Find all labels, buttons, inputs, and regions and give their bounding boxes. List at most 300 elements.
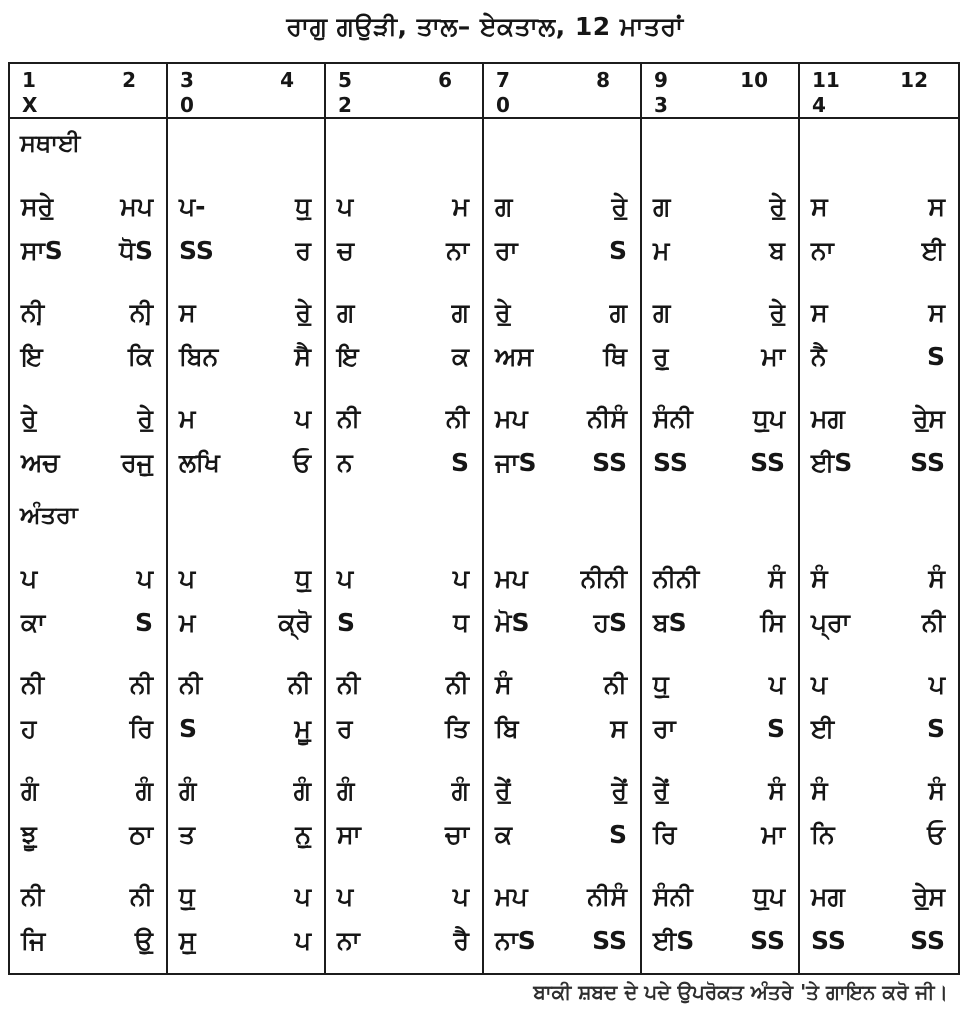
notation-row [642, 549, 798, 655]
note-line [10, 563, 166, 607]
lyric-cell: ਬ [769, 236, 785, 265]
notation-row [326, 177, 482, 283]
notation-row [642, 867, 798, 973]
note-line [800, 403, 958, 447]
beat-group [642, 64, 800, 973]
lyric-cell: S [179, 714, 198, 743]
note-cell: ਮਪ [495, 404, 528, 433]
note-cell: ਰੇਂ̲ [653, 776, 669, 805]
note-cell: ਨੀ [287, 670, 311, 699]
beat-number-line [812, 68, 928, 93]
lyric-line [484, 607, 640, 651]
section-label: ਅੰਤਰਾ [20, 501, 78, 529]
notation-row [642, 177, 798, 283]
note-line [642, 191, 798, 235]
lyric-line [168, 607, 324, 651]
lyric-line [10, 819, 166, 863]
note-cell: ਰੇਂ̲ [495, 776, 511, 805]
note-line [168, 297, 324, 341]
lyric-cell: SS [811, 926, 846, 955]
section-label [168, 495, 324, 549]
notation-row [326, 283, 482, 389]
note-cell: ਮਪ [120, 192, 153, 221]
lyric-cell: SS [750, 926, 785, 955]
lyric-cell: ਨੁ̲ [295, 820, 311, 849]
lyric-cell: SS [750, 448, 785, 477]
note-line [10, 403, 166, 447]
note-line [484, 669, 640, 713]
note-cell: ਧੁ̲ [179, 882, 195, 911]
note-line [642, 403, 798, 447]
note-cell: ਗੰ [337, 776, 355, 805]
note-cell: ਨੀਸੰ [587, 404, 627, 433]
lyric-line [168, 713, 324, 757]
lyric-line [10, 925, 166, 969]
section-label [326, 123, 482, 177]
beat-number-right: 10 [740, 68, 768, 92]
lyric-cell: ਮਾ [761, 342, 785, 371]
lyric-cell: ਈS [653, 926, 695, 955]
note-cell: ਨੀਨੀ [580, 564, 627, 593]
lyric-cell: S [450, 448, 469, 477]
lyric-line [10, 713, 166, 757]
note-cell: ਪ [21, 564, 38, 593]
section-label: ਸਥਾਈ [20, 129, 81, 157]
notation-row [642, 655, 798, 761]
lyric-line [326, 819, 482, 863]
lyric-cell: ਪ [294, 926, 311, 955]
note-line [800, 191, 958, 235]
note-cell: ਗ [653, 192, 671, 221]
lyric-cell: ਮਾ [761, 820, 785, 849]
note-cell: ਸੰ [928, 776, 945, 805]
lyric-cell: ਸੁ̲ [179, 926, 196, 955]
note-cell: ਮਪ [495, 882, 528, 911]
lyric-cell: ਬਿਨ [179, 342, 219, 371]
lyric-cell: ਸ [610, 714, 627, 743]
note-line [484, 191, 640, 235]
notation-row [10, 389, 166, 495]
notation-row [168, 761, 324, 867]
lyric-cell: ਮ [653, 236, 670, 265]
notation-row [800, 389, 958, 495]
lyric-cell: S [608, 820, 627, 849]
lyric-cell: ਰੁ̲ [653, 342, 669, 371]
beat-number-left: 5 [338, 68, 352, 92]
beat-number-line [22, 68, 136, 93]
note-cell: ਗੰ [293, 776, 311, 805]
note-line [10, 297, 166, 341]
note-cell: ਨੀ [129, 882, 153, 911]
note-cell: ਪ [179, 564, 196, 593]
lyric-cell: ਨ [337, 448, 353, 477]
lyric-line [168, 341, 324, 385]
beat-group [10, 64, 168, 973]
note-line [642, 669, 798, 713]
lyric-cell: SS [592, 926, 627, 955]
lyric-cell: ਓ [293, 448, 311, 477]
section-label [800, 123, 958, 177]
note-cell: ਰੇ̲ਸ [912, 404, 945, 433]
notation-row [800, 549, 958, 655]
lyric-cell: ਰ [337, 714, 353, 743]
note-cell: ਸ [928, 298, 945, 327]
lyric-cell: S [766, 714, 785, 743]
notation-row [642, 761, 798, 867]
note-line [168, 563, 324, 607]
beat-number-left: 7 [496, 68, 510, 92]
note-cell: ਸ [811, 298, 828, 327]
lyric-cell: ਕ [495, 820, 513, 849]
lyric-cell: ਸਿ [760, 608, 785, 637]
note-cell: ਰੇਂ̲ [611, 776, 627, 805]
lyric-cell: ਬਿ [495, 714, 519, 743]
lyric-cell: ਰਾ [495, 236, 518, 265]
beat-group-body [10, 119, 166, 973]
note-line [10, 669, 166, 713]
note-cell: ਧੁ̲ਪ [753, 404, 785, 433]
note-cell: ਸੰ [811, 564, 828, 593]
note-line [326, 881, 482, 925]
lyric-line [484, 447, 640, 491]
note-cell: ਮਪ [495, 564, 528, 593]
note-cell: ਪ [337, 882, 354, 911]
note-cell: ਸੰ [768, 776, 785, 805]
note-cell: ਨੀ̣ [129, 298, 153, 327]
notation-row [326, 549, 482, 655]
note-cell: ਪ- [179, 192, 206, 221]
note-cell: ਮ [452, 192, 469, 221]
beat-group-header [484, 64, 640, 119]
note-cell: ਰੇ̲ [137, 404, 153, 433]
lyric-cell: ਝੂ̲ [21, 820, 37, 849]
lyric-cell: ਕਿ [127, 342, 153, 371]
notation-row [800, 177, 958, 283]
beat-group [168, 64, 326, 973]
lyric-cell: ਮੋS [495, 608, 530, 637]
lyric-cell: ਪ੍ਰਾ [811, 608, 850, 637]
lyric-cell: ਤ [179, 820, 196, 849]
note-cell: ਪ [811, 670, 828, 699]
notation-row [800, 761, 958, 867]
lyric-cell: ਸੈ [294, 342, 311, 371]
notation-row [484, 655, 640, 761]
note-cell: ਸੰ [811, 776, 828, 805]
note-cell: ਨੀਸੰ [587, 882, 627, 911]
beat-group [484, 64, 642, 973]
lyric-cell: ਈ [811, 714, 835, 743]
note-cell: ਰੇ̲ [769, 192, 785, 221]
note-line [326, 297, 482, 341]
taal-mark: 3 [654, 93, 668, 117]
lyric-cell: S [926, 342, 945, 371]
note-line [10, 775, 166, 819]
lyric-cell: ਰਜੁ̲ [121, 448, 153, 477]
note-line [642, 297, 798, 341]
lyric-cell: ਜਾS [495, 448, 537, 477]
lyric-cell: ਮੂ̲ [294, 714, 311, 743]
lyric-line [10, 341, 166, 385]
notation-row [10, 655, 166, 761]
note-line [326, 191, 482, 235]
note-line [10, 191, 166, 235]
lyric-line [168, 925, 324, 969]
note-cell: ਰੇ̲ [21, 404, 37, 433]
lyric-line [326, 447, 482, 491]
lyric-cell: ਨਾ [811, 236, 834, 265]
lyric-line [800, 925, 958, 969]
lyric-cell: ਬS [653, 608, 687, 637]
lyric-cell: ਕ [451, 342, 469, 371]
note-cell: ਨੀਨੀ [653, 564, 700, 593]
note-cell: ਪ [136, 564, 153, 593]
notation-row [484, 283, 640, 389]
taal-mark: 4 [812, 93, 826, 117]
note-cell: ਰੇ̲ [769, 298, 785, 327]
notation-row [10, 177, 166, 283]
lyric-line [10, 235, 166, 279]
note-line [800, 881, 958, 925]
lyric-cell: ਇ [21, 342, 43, 371]
lyric-cell: ਜਿ [21, 926, 46, 955]
note-line [168, 403, 324, 447]
note-cell: ਨੀ [337, 670, 361, 699]
lyric-line [10, 447, 166, 491]
beat-group-header [168, 64, 324, 119]
lyric-cell: ਨਾ [337, 926, 360, 955]
lyric-line [642, 235, 798, 279]
note-line [168, 669, 324, 713]
note-cell: ਸੰ [495, 670, 512, 699]
notation-row [326, 389, 482, 495]
lyric-cell: ਚਾ [444, 820, 469, 849]
taal-mark: 0 [180, 93, 194, 117]
lyric-cell: ਨਾS [495, 926, 536, 955]
note-cell: ਸੰ [928, 564, 945, 593]
beat-group-header [800, 64, 958, 119]
lyric-cell: ਥਿ [603, 342, 627, 371]
beat-number-line [496, 68, 610, 93]
notation-row [10, 283, 166, 389]
note-line [484, 403, 640, 447]
lyric-line [800, 713, 958, 757]
lyric-cell: S [134, 608, 153, 637]
note-cell: ਰੇ̲ [295, 298, 311, 327]
page-title: ਰਾਗੁ ਗਉੜੀ, ਤਾਲ– ਏਕਤਾਲ, 12 ਮਾਤਰਾਂ [286, 12, 684, 41]
note-cell: ਸਰੇ̲ [21, 192, 54, 221]
beat-number-left: 9 [654, 68, 668, 92]
beat-group-header [10, 64, 166, 119]
note-cell: ਨੀ [179, 670, 203, 699]
lyric-cell: ਨਿ [811, 820, 835, 849]
note-cell: ਰੇ̲ [611, 192, 627, 221]
note-line [800, 563, 958, 607]
lyric-cell: ਧੋS [119, 236, 153, 265]
note-cell: ਪ [928, 670, 945, 699]
beat-number-right: 6 [438, 68, 452, 92]
lyric-cell: ਨੈ [811, 342, 827, 371]
note-cell: ਸ [179, 298, 196, 327]
section-label [800, 495, 958, 549]
note-line [642, 881, 798, 925]
beat-group-header [326, 64, 482, 119]
lyric-cell: ਸਾ [337, 820, 361, 849]
note-line [484, 775, 640, 819]
beat-number-line [180, 68, 294, 93]
lyric-cell: ਅਸ [495, 342, 534, 371]
lyric-cell: ਉ̲ [134, 926, 153, 955]
lyric-cell: ਮ [179, 608, 196, 637]
lyric-cell: ਰਿ [653, 820, 677, 849]
note-cell: ਨੀ [445, 404, 469, 433]
lyric-line [484, 341, 640, 385]
lyric-line [168, 447, 324, 491]
note-cell: ਗ [495, 192, 513, 221]
lyric-line [326, 713, 482, 757]
score-table [8, 62, 960, 975]
note-line [484, 297, 640, 341]
lyric-line [642, 713, 798, 757]
lyric-cell: ਕਾ [21, 608, 46, 637]
lyric-line [642, 819, 798, 863]
note-cell: ਰੇ̲ [495, 298, 511, 327]
notation-row [168, 177, 324, 283]
beat-number-left: 11 [812, 68, 840, 92]
taal-mark: X [22, 93, 38, 117]
note-cell: ਸੰ [768, 564, 785, 593]
lyric-cell: ਕ੍ਰੋ [278, 608, 311, 637]
section-label [484, 123, 640, 177]
note-cell: ਪ [452, 882, 469, 911]
notation-row [484, 867, 640, 973]
note-cell: ਧੁ̲ [295, 192, 311, 221]
taal-mark: 0 [496, 93, 510, 117]
notation-row [642, 389, 798, 495]
note-cell: ਗੰ [179, 776, 197, 805]
lyric-cell: ਹS [593, 608, 627, 637]
footer-note: ਬਾਕੀ ਸ਼ਬਦ ਦੇ ਪਦੇ ਉਪਰੋਕਤ ਅੰਤਰੇ 'ਤੇ ਗਾਇਨ ਕਰੋ ਜੀ। [533, 980, 948, 1004]
lyric-line [642, 447, 798, 491]
lyric-cell: SS [653, 448, 688, 477]
note-cell: ਨੀ [21, 670, 45, 699]
section-label [642, 495, 798, 549]
section-label [326, 495, 482, 549]
lyric-cell: ਚ [337, 236, 354, 265]
taal-mark: 2 [338, 93, 352, 117]
note-cell: ਸੰਨੀ [653, 404, 693, 433]
beat-number-left: 3 [180, 68, 194, 92]
note-line [168, 881, 324, 925]
notation-row [642, 283, 798, 389]
notation-row [484, 761, 640, 867]
note-cell: ਗ [609, 298, 627, 327]
beat-number-right: 4 [280, 68, 294, 92]
note-cell: ਨੀ [337, 404, 361, 433]
note-line [642, 563, 798, 607]
note-cell: ਨੀ [445, 670, 469, 699]
lyric-line [326, 607, 482, 651]
lyric-cell: SS [910, 926, 945, 955]
lyric-cell: ਨਾ [446, 236, 469, 265]
beat-number-left: 1 [22, 68, 36, 92]
lyric-line [800, 819, 958, 863]
lyric-line [168, 819, 324, 863]
lyric-line [800, 235, 958, 279]
notation-row [326, 867, 482, 973]
lyric-line [800, 607, 958, 651]
lyric-cell: ਤਿ [444, 714, 469, 743]
notation-row [168, 867, 324, 973]
notation-row [484, 177, 640, 283]
note-line [800, 297, 958, 341]
lyric-cell: ਇ [337, 342, 359, 371]
lyric-cell: ਧ [453, 608, 469, 637]
note-cell: ਰੇ̲ਸ [912, 882, 945, 911]
note-cell: ਨੀ [21, 882, 45, 911]
beat-number-line [338, 68, 452, 93]
note-cell: ਗ [337, 298, 355, 327]
section-label [642, 123, 798, 177]
beat-group-body [168, 119, 324, 973]
note-cell: ਪ [768, 670, 785, 699]
lyric-line [642, 607, 798, 651]
lyric-cell: SS [179, 236, 214, 265]
notation-row [326, 761, 482, 867]
note-line [168, 191, 324, 235]
lyric-cell: ਰ [295, 236, 311, 265]
note-cell: ਗੰ [451, 776, 469, 805]
note-line [642, 775, 798, 819]
notation-row [800, 867, 958, 973]
beat-group-body [484, 119, 640, 973]
note-cell: ਧੁ̲ [653, 670, 669, 699]
note-cell: ਪ [294, 404, 311, 433]
section-label [168, 123, 324, 177]
notation-row [10, 549, 166, 655]
note-line [326, 563, 482, 607]
note-cell: ਗ [653, 298, 671, 327]
note-cell: ਨੀ [129, 670, 153, 699]
note-cell: ਮਗ [811, 882, 845, 911]
note-cell: ਸ [811, 192, 828, 221]
note-line [800, 669, 958, 713]
beat-group [326, 64, 484, 973]
note-cell: ਨੀ̣ [21, 298, 45, 327]
beat-number-line [654, 68, 768, 93]
notation-row [10, 867, 166, 973]
lyric-line [642, 341, 798, 385]
lyric-cell: ਰੈ [453, 926, 469, 955]
note-cell: ਧੁ̲ [295, 564, 311, 593]
lyric-line [484, 713, 640, 757]
note-line [10, 881, 166, 925]
note-line [800, 775, 958, 819]
lyric-line [800, 447, 958, 491]
lyric-cell: ਰਿ [129, 714, 153, 743]
note-cell: ਸ [928, 192, 945, 221]
lyric-cell: ਨੀ [921, 608, 945, 637]
lyric-cell: ਲਖਿ [179, 448, 220, 477]
beat-group-body [326, 119, 482, 973]
lyric-cell: ਓ [927, 820, 945, 849]
note-cell: ਗੰ [21, 776, 39, 805]
note-line [326, 775, 482, 819]
lyric-cell: ਈ [921, 236, 945, 265]
beat-number-right: 12 [900, 68, 928, 92]
lyric-line [326, 235, 482, 279]
note-cell: ਪ [294, 882, 311, 911]
note-cell: ਪ [337, 564, 354, 593]
